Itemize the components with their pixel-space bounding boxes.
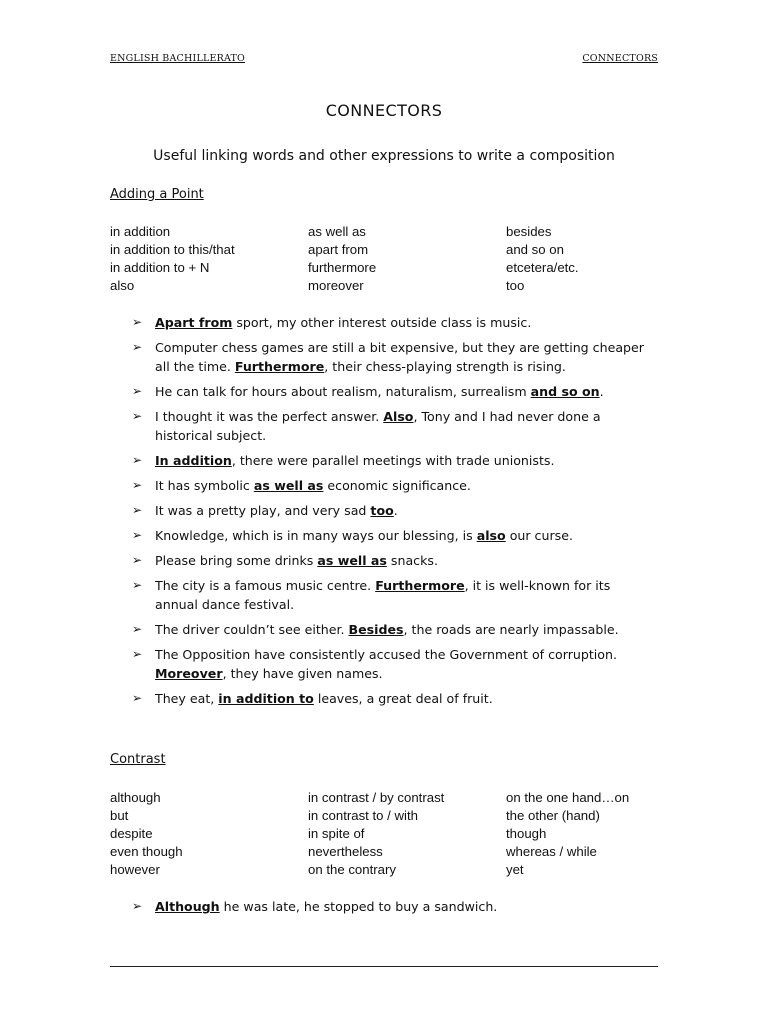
- example-text-after: snacks.: [386, 553, 438, 568]
- connector-term: though: [506, 826, 547, 841]
- example-text-before: The city is a famous music centre.: [155, 578, 376, 593]
- connector-term: although: [110, 790, 161, 805]
- page-title: CONNECTORS: [325, 101, 443, 120]
- example-text-before: They eat,: [155, 691, 219, 706]
- example-text-after: economic significance.: [323, 478, 471, 493]
- arrow-bullet-icon: ➢: [132, 553, 143, 567]
- page-subtitle: Useful linking words and other expressions to write a composition: [153, 148, 615, 164]
- connector-keyword: as well as: [253, 478, 324, 493]
- adding-a-point-examples: [132, 313, 652, 714]
- word-grid-row: [110, 241, 670, 259]
- example-sentence: [132, 897, 652, 916]
- word-grid-row: [110, 843, 670, 861]
- connector-keyword: Although: [155, 899, 220, 914]
- connector-keyword: Furthermore: [375, 578, 465, 593]
- connector-term: despite: [110, 826, 153, 841]
- connector-term: on the one hand…on: [506, 790, 630, 805]
- connector-term: etcetera/etc.: [506, 260, 579, 275]
- header-topic: CONNECTORS: [582, 53, 658, 64]
- example-sentence: [132, 382, 652, 401]
- connector-keyword: and so on: [530, 384, 600, 399]
- connector-keyword: Also: [383, 409, 414, 424]
- connector-keyword: Apart from: [155, 315, 233, 330]
- example-sentence: [132, 407, 652, 445]
- example-text-before: It has symbolic: [155, 478, 254, 493]
- connector-term: moreover: [308, 278, 364, 293]
- example-text-after: leaves, a great deal of fruit.: [313, 691, 493, 706]
- example-sentence: [132, 645, 652, 683]
- example-text-after: , Tony and I had never done a historical subject.: [155, 409, 601, 443]
- connector-term: in contrast to / with: [308, 808, 418, 823]
- word-grid-row: [110, 861, 670, 879]
- contrast-word-grid: [110, 789, 670, 879]
- connector-term: in addition to this/that: [110, 242, 235, 257]
- connector-term: in addition to + N: [110, 260, 210, 275]
- example-sentence: [132, 576, 652, 614]
- arrow-bullet-icon: ➢: [132, 528, 143, 542]
- header-course: ENGLISH BACHILLERATO: [110, 53, 246, 64]
- example-text-before: Please bring some drinks: [155, 553, 318, 568]
- connector-keyword: In addition: [155, 453, 232, 468]
- word-grid-row: [110, 259, 670, 277]
- connector-term: nevertheless: [308, 844, 383, 859]
- footer-divider: [110, 966, 658, 967]
- example-text-before: I thought it was the perfect answer.: [155, 409, 384, 424]
- arrow-bullet-icon: ➢: [132, 384, 143, 398]
- connector-term: besides: [506, 224, 552, 239]
- arrow-bullet-icon: ➢: [132, 503, 143, 517]
- connector-keyword: too: [370, 503, 394, 518]
- example-text-before: Computer chess games are still a bit expensive, but they are getting cheaper all the time.: [155, 340, 644, 374]
- connector-term: apart from: [308, 242, 369, 257]
- example-text-after: , their chess-playing strength is rising.: [324, 359, 566, 374]
- arrow-bullet-icon: ➢: [132, 691, 143, 705]
- example-text-after: .: [599, 384, 604, 399]
- arrow-bullet-icon: ➢: [132, 315, 143, 329]
- word-grid-row: [110, 223, 670, 241]
- word-grid-row: [110, 277, 670, 295]
- connector-term: even though: [110, 844, 183, 859]
- connector-term: the other (hand): [506, 808, 600, 823]
- connector-keyword: in addition to: [218, 691, 314, 706]
- arrow-bullet-icon: ➢: [132, 899, 143, 913]
- connector-term: in contrast / by contrast: [308, 790, 445, 805]
- example-text-after: sport, my other interest outside class is music.: [232, 315, 532, 330]
- section-heading-adding-a-point: Adding a Point: [110, 187, 204, 202]
- example-sentence: [132, 476, 652, 495]
- example-text-after: .: [393, 503, 398, 518]
- example-text-after: , there were parallel meetings with trade unionists.: [231, 453, 555, 468]
- example-text-after: , it is well-known for its annual dance festival.: [155, 578, 611, 612]
- example-text-before: Knowledge, which is in many ways our blessing, is: [155, 528, 477, 543]
- example-text-before: The Opposition have consistently accused the Government of corruption.: [155, 647, 617, 662]
- example-text-before: It was a pretty play, and very sad: [155, 503, 371, 518]
- contrast-examples: [132, 897, 652, 922]
- connector-term: also: [110, 278, 135, 293]
- example-sentence: [132, 451, 652, 470]
- arrow-bullet-icon: ➢: [132, 578, 143, 592]
- arrow-bullet-icon: ➢: [132, 622, 143, 636]
- connector-term: too: [506, 278, 525, 293]
- connector-keyword: Furthermore: [234, 359, 325, 374]
- connector-term: whereas / while: [506, 844, 597, 859]
- arrow-bullet-icon: ➢: [132, 409, 143, 423]
- example-sentence: [132, 313, 652, 332]
- example-sentence: [132, 338, 652, 376]
- arrow-bullet-icon: ➢: [132, 647, 143, 661]
- example-text-after: he was late, he stopped to buy a sandwich.: [219, 899, 498, 914]
- example-sentence: [132, 526, 652, 545]
- connector-term: yet: [506, 862, 524, 877]
- example-text-after: , they have given names.: [222, 666, 383, 681]
- example-sentence: [132, 501, 652, 520]
- arrow-bullet-icon: ➢: [132, 453, 143, 467]
- arrow-bullet-icon: ➢: [132, 478, 143, 492]
- connector-term: but: [110, 808, 129, 823]
- arrow-bullet-icon: ➢: [132, 340, 143, 354]
- connector-term: in spite of: [308, 826, 365, 841]
- connector-term: and so on: [506, 242, 564, 257]
- adding-a-point-word-grid: [110, 223, 670, 295]
- section-heading-contrast: Contrast: [110, 752, 166, 767]
- connector-keyword: as well as: [317, 553, 387, 568]
- example-sentence: [132, 620, 652, 639]
- connector-keyword: Besides: [348, 622, 404, 637]
- connector-term: furthermore: [308, 260, 377, 275]
- word-grid-row: [110, 825, 670, 843]
- connector-term: as well as: [308, 224, 366, 239]
- example-text-after: our curse.: [505, 528, 573, 543]
- example-text-before: The driver couldn’t see either.: [155, 622, 349, 637]
- connector-term: however: [110, 862, 160, 877]
- example-text-before: He can talk for hours about realism, naturalism, surrealism: [155, 384, 531, 399]
- example-text-after: , the roads are nearly impassable.: [403, 622, 619, 637]
- connector-term: on the contrary: [308, 862, 396, 877]
- connector-term: in addition: [110, 224, 171, 239]
- example-sentence: [132, 689, 652, 708]
- connector-keyword: also: [476, 528, 506, 543]
- word-grid-row: [110, 807, 670, 825]
- connector-keyword: Moreover: [155, 666, 223, 681]
- word-grid-row: [110, 789, 670, 807]
- example-sentence: [132, 551, 652, 570]
